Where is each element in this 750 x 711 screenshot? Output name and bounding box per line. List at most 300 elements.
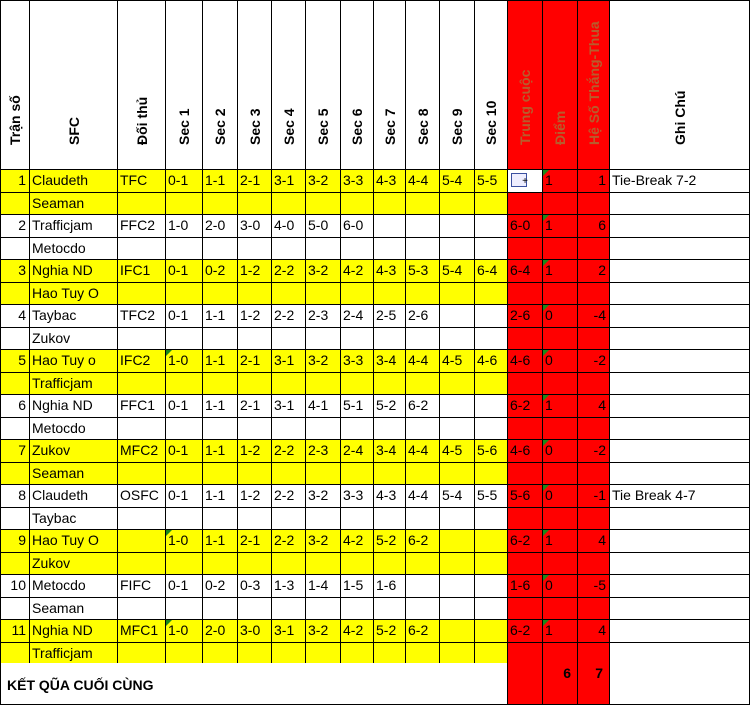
sec-10-score[interactable]: [475, 305, 508, 328]
sec-10-score[interactable]: [475, 575, 508, 598]
sec-5-score[interactable]: 2-3: [306, 440, 341, 463]
diff-cell[interactable]: 2: [578, 260, 610, 283]
sec-2-score[interactable]: 1-1: [203, 440, 238, 463]
sec-2-blank[interactable]: [203, 238, 238, 261]
sec-6-blank[interactable]: [341, 328, 374, 351]
sec-5-score[interactable]: 3-2: [306, 530, 341, 553]
player-2[interactable]: Seaman: [30, 598, 118, 621]
sec-1-score[interactable]: 0-1: [166, 170, 203, 193]
result-blank[interactable]: [508, 373, 543, 396]
player-2[interactable]: Trafficjam: [30, 643, 118, 666]
sec-10-score[interactable]: [475, 395, 508, 418]
sec-9-score[interactable]: [440, 395, 475, 418]
points-cell[interactable]: 0: [543, 350, 578, 373]
sec-6-score[interactable]: 2-4: [341, 440, 374, 463]
player-2[interactable]: Zukov: [30, 328, 118, 351]
result-cell[interactable]: 4-6: [508, 440, 543, 463]
sec-1-score[interactable]: 0-1: [166, 440, 203, 463]
points-blank[interactable]: [543, 328, 578, 351]
match-number-blank[interactable]: [0, 643, 30, 666]
points-blank[interactable]: [543, 643, 578, 666]
header-sec-5[interactable]: [306, 0, 341, 170]
sec-4-blank[interactable]: [272, 193, 306, 216]
sec-2-blank[interactable]: [203, 418, 238, 441]
sec-4-score[interactable]: 2-2: [272, 440, 306, 463]
sec-3-score[interactable]: 2-1: [238, 395, 272, 418]
points-cell[interactable]: 0: [543, 485, 578, 508]
sec-8-score[interactable]: 4-4: [406, 485, 440, 508]
sec-7-blank[interactable]: [374, 328, 406, 351]
sec-7-score[interactable]: 5-2: [374, 395, 406, 418]
sec-2-blank[interactable]: [203, 193, 238, 216]
sec-2-score[interactable]: 2-0: [203, 620, 238, 643]
sec-1-blank[interactable]: [166, 328, 203, 351]
header-sec-1[interactable]: [166, 0, 203, 170]
sec-4-blank[interactable]: [272, 238, 306, 261]
player-1[interactable]: Claudeth: [30, 170, 118, 193]
header-diem[interactable]: [543, 0, 578, 170]
sec-9-blank[interactable]: [440, 598, 475, 621]
sec-8-score[interactable]: 5-3: [406, 260, 440, 283]
sec-2-blank[interactable]: [203, 283, 238, 306]
sec-7-score[interactable]: 2-5: [374, 305, 406, 328]
sec-9-score[interactable]: 5-4: [440, 170, 475, 193]
sec-6-score[interactable]: 4-2: [341, 620, 374, 643]
sec-2-score[interactable]: 2-0: [203, 215, 238, 238]
sec-1-blank[interactable]: [166, 598, 203, 621]
sec-3-score[interactable]: 2-1: [238, 350, 272, 373]
sec-1-score[interactable]: 0-1: [166, 575, 203, 598]
match-number-blank[interactable]: [0, 418, 30, 441]
result-cell[interactable]: 6-2: [508, 530, 543, 553]
result-blank[interactable]: [508, 328, 543, 351]
sec-3-blank[interactable]: [238, 328, 272, 351]
sec-2-score[interactable]: 1-1: [203, 170, 238, 193]
header-sec-8[interactable]: [406, 0, 440, 170]
points-cell[interactable]: 1: [543, 260, 578, 283]
sec-10-blank[interactable]: [475, 598, 508, 621]
points-cell[interactable]: 0: [543, 305, 578, 328]
points-cell[interactable]: 1: [543, 215, 578, 238]
player-1[interactable]: Claudeth: [30, 485, 118, 508]
sec-8-score[interactable]: [406, 575, 440, 598]
sec-7-blank[interactable]: [374, 373, 406, 396]
points-cell[interactable]: 1: [543, 530, 578, 553]
sec-1-score[interactable]: 1-0: [166, 530, 203, 553]
sec-9-blank[interactable]: [440, 193, 475, 216]
sec-9-blank[interactable]: [440, 643, 475, 666]
sec-8-blank[interactable]: [406, 643, 440, 666]
sec-8-blank[interactable]: [406, 508, 440, 531]
diff-blank[interactable]: [578, 193, 610, 216]
sec-7-blank[interactable]: [374, 193, 406, 216]
sec-6-blank[interactable]: [341, 283, 374, 306]
sec-10-blank[interactable]: [475, 328, 508, 351]
sec-4-blank[interactable]: [272, 553, 306, 576]
result-blank[interactable]: [508, 283, 543, 306]
player-2[interactable]: Hao Tuy O: [30, 283, 118, 306]
match-number[interactable]: 3: [0, 260, 30, 283]
sec-8-score[interactable]: [406, 215, 440, 238]
match-number-blank[interactable]: [0, 238, 30, 261]
points-cell[interactable]: 1: [543, 395, 578, 418]
note-blank[interactable]: [610, 238, 750, 261]
sec-2-blank[interactable]: [203, 463, 238, 486]
sec-3-blank[interactable]: [238, 508, 272, 531]
match-number[interactable]: 2: [0, 215, 30, 238]
sec-4-blank[interactable]: [272, 418, 306, 441]
sec-4-score[interactable]: 3-1: [272, 620, 306, 643]
opponent-blank[interactable]: [118, 598, 166, 621]
sec-6-score[interactable]: 1-5: [341, 575, 374, 598]
points-blank[interactable]: [543, 418, 578, 441]
sec-1-score[interactable]: 0-1: [166, 485, 203, 508]
points-cell[interactable]: 1: [543, 620, 578, 643]
note-cell[interactable]: Tie-Break 7-2: [610, 170, 750, 193]
sec-4-score[interactable]: 2-2: [272, 530, 306, 553]
header-sec-10[interactable]: [475, 0, 508, 170]
total-diff[interactable]: 7: [578, 663, 610, 705]
opponent-blank[interactable]: [118, 373, 166, 396]
sec-1-blank[interactable]: [166, 283, 203, 306]
result-blank[interactable]: [508, 193, 543, 216]
sec-8-blank[interactable]: [406, 283, 440, 306]
sec-7-score[interactable]: [374, 215, 406, 238]
sec-8-blank[interactable]: [406, 193, 440, 216]
sec-5-score[interactable]: 2-3: [306, 305, 341, 328]
sec-3-blank[interactable]: [238, 373, 272, 396]
match-number[interactable]: 8: [0, 485, 30, 508]
opponent-blank[interactable]: [118, 553, 166, 576]
opponent[interactable]: OSFC: [118, 485, 166, 508]
sec-5-blank[interactable]: [306, 598, 341, 621]
sec-4-score[interactable]: 2-2: [272, 260, 306, 283]
player-2[interactable]: Metocdo: [30, 418, 118, 441]
sec-5-blank[interactable]: [306, 193, 341, 216]
sec-8-blank[interactable]: [406, 553, 440, 576]
note-blank[interactable]: [610, 193, 750, 216]
note-cell[interactable]: [610, 305, 750, 328]
note-blank[interactable]: [610, 373, 750, 396]
sec-2-score[interactable]: 0-2: [203, 575, 238, 598]
opponent-blank[interactable]: [118, 238, 166, 261]
sec-9-score[interactable]: [440, 575, 475, 598]
sec-3-score[interactable]: 1-2: [238, 485, 272, 508]
sec-10-score[interactable]: 5-5: [475, 485, 508, 508]
sec-9-score[interactable]: [440, 305, 475, 328]
sec-8-score[interactable]: 6-2: [406, 395, 440, 418]
sec-5-blank[interactable]: [306, 373, 341, 396]
note-cell[interactable]: Tie Break 4-7: [610, 485, 750, 508]
opponent[interactable]: IFC1: [118, 260, 166, 283]
player-1[interactable]: Nghia ND: [30, 620, 118, 643]
player-1[interactable]: Taybac: [30, 305, 118, 328]
note-cell[interactable]: [610, 350, 750, 373]
header-sec-2[interactable]: [203, 0, 238, 170]
sec-9-blank[interactable]: [440, 328, 475, 351]
sec-1-score[interactable]: 0-1: [166, 305, 203, 328]
result-blank[interactable]: [508, 508, 543, 531]
sec-10-blank[interactable]: [475, 508, 508, 531]
sec-6-blank[interactable]: [341, 238, 374, 261]
sec-6-score[interactable]: 6-0: [341, 215, 374, 238]
match-number-blank[interactable]: [0, 283, 30, 306]
sec-4-score[interactable]: 4-0: [272, 215, 306, 238]
header-ghi-chu[interactable]: [610, 0, 750, 170]
sec-10-blank[interactable]: [475, 238, 508, 261]
sec-10-blank[interactable]: [475, 553, 508, 576]
match-number-blank[interactable]: [0, 328, 30, 351]
sec-8-blank[interactable]: [406, 328, 440, 351]
sec-7-blank[interactable]: [374, 418, 406, 441]
result-cell[interactable]: 6-0: [508, 215, 543, 238]
sec-8-score[interactable]: 4-4: [406, 170, 440, 193]
sec-4-blank[interactable]: [272, 643, 306, 666]
sec-6-blank[interactable]: [341, 553, 374, 576]
note-blank[interactable]: [610, 283, 750, 306]
player-2[interactable]: Taybac: [30, 508, 118, 531]
opponent-blank[interactable]: [118, 643, 166, 666]
sec-8-score[interactable]: 6-2: [406, 620, 440, 643]
sec-3-blank[interactable]: [238, 418, 272, 441]
sec-8-blank[interactable]: [406, 463, 440, 486]
opponent-blank[interactable]: [118, 508, 166, 531]
match-number-blank[interactable]: [0, 193, 30, 216]
diff-cell[interactable]: 4: [578, 620, 610, 643]
sec-4-blank[interactable]: [272, 328, 306, 351]
opponent-blank[interactable]: [118, 418, 166, 441]
sec-4-score[interactable]: 3-1: [272, 170, 306, 193]
sec-9-blank[interactable]: [440, 553, 475, 576]
opponent-blank[interactable]: [118, 328, 166, 351]
player-1[interactable]: Hao Tuy o: [30, 350, 118, 373]
diff-blank[interactable]: [578, 238, 610, 261]
sec-2-score[interactable]: 1-1: [203, 305, 238, 328]
sec-2-blank[interactable]: [203, 508, 238, 531]
sec-6-blank[interactable]: [341, 373, 374, 396]
sec-5-score[interactable]: 1-4: [306, 575, 341, 598]
sec-2-blank[interactable]: [203, 373, 238, 396]
result-blank[interactable]: [508, 643, 543, 666]
match-number[interactable]: 11: [0, 620, 30, 643]
sec-9-score[interactable]: [440, 215, 475, 238]
sec-10-blank[interactable]: [475, 193, 508, 216]
points-blank[interactable]: [543, 238, 578, 261]
opponent[interactable]: TFC2: [118, 305, 166, 328]
opponent[interactable]: IFC2: [118, 350, 166, 373]
sec-2-blank[interactable]: [203, 643, 238, 666]
header-sec-3[interactable]: [238, 0, 272, 170]
sec-7-blank[interactable]: [374, 643, 406, 666]
sec-1-blank[interactable]: [166, 553, 203, 576]
points-cell[interactable]: 0: [543, 575, 578, 598]
result-blank[interactable]: [508, 463, 543, 486]
player-1[interactable]: Trafficjam: [30, 215, 118, 238]
sec-9-blank[interactable]: [440, 238, 475, 261]
sec-6-score[interactable]: 5-1: [341, 395, 374, 418]
sec-9-blank[interactable]: [440, 418, 475, 441]
sec-9-blank[interactable]: [440, 508, 475, 531]
points-cell[interactable]: 0: [543, 440, 578, 463]
sec-1-blank[interactable]: [166, 238, 203, 261]
result-blank[interactable]: [508, 598, 543, 621]
points-blank[interactable]: [543, 193, 578, 216]
sec-2-blank[interactable]: [203, 328, 238, 351]
sec-10-blank[interactable]: [475, 643, 508, 666]
sec-5-blank[interactable]: [306, 283, 341, 306]
sec-10-score[interactable]: [475, 620, 508, 643]
match-number[interactable]: 4: [0, 305, 30, 328]
sec-3-score[interactable]: 3-0: [238, 620, 272, 643]
diff-cell[interactable]: -1: [578, 485, 610, 508]
sec-6-score[interactable]: 3-3: [341, 170, 374, 193]
sec-6-score[interactable]: 2-4: [341, 305, 374, 328]
points-blank[interactable]: [543, 373, 578, 396]
header-sec-6[interactable]: [341, 0, 374, 170]
sec-6-blank[interactable]: [341, 643, 374, 666]
sec-3-blank[interactable]: [238, 643, 272, 666]
result-blank[interactable]: [508, 418, 543, 441]
player-2[interactable]: Zukov: [30, 553, 118, 576]
sec-3-blank[interactable]: [238, 193, 272, 216]
match-number[interactable]: 5: [0, 350, 30, 373]
diff-cell[interactable]: -5: [578, 575, 610, 598]
diff-blank[interactable]: [578, 373, 610, 396]
match-number[interactable]: 6: [0, 395, 30, 418]
sec-8-blank[interactable]: [406, 418, 440, 441]
result-cell[interactable]: 6-2: [508, 620, 543, 643]
sec-4-blank[interactable]: [272, 463, 306, 486]
diff-blank[interactable]: [578, 418, 610, 441]
opponent[interactable]: FFC2: [118, 215, 166, 238]
points-cell[interactable]: 1: [543, 170, 578, 193]
sec-3-score[interactable]: 3-0: [238, 215, 272, 238]
opponent[interactable]: FIFC: [118, 575, 166, 598]
sec-7-score[interactable]: 4-3: [374, 170, 406, 193]
result-cell[interactable]: 4-6: [508, 350, 543, 373]
sec-5-score[interactable]: 3-2: [306, 485, 341, 508]
sec-3-score[interactable]: 1-2: [238, 260, 272, 283]
points-blank[interactable]: [543, 598, 578, 621]
sec-8-score[interactable]: 6-2: [406, 530, 440, 553]
sec-7-blank[interactable]: [374, 238, 406, 261]
sec-5-blank[interactable]: [306, 463, 341, 486]
sec-4-score[interactable]: 3-1: [272, 395, 306, 418]
opponent[interactable]: [118, 530, 166, 553]
diff-cell[interactable]: -2: [578, 440, 610, 463]
sec-7-score[interactable]: 1-6: [374, 575, 406, 598]
match-number[interactable]: 10: [0, 575, 30, 598]
result-blank[interactable]: [508, 553, 543, 576]
sec-2-blank[interactable]: [203, 553, 238, 576]
sec-10-score[interactable]: 6-4: [475, 260, 508, 283]
total-points[interactable]: 6: [543, 663, 578, 705]
sec-1-score[interactable]: 0-1: [166, 395, 203, 418]
sec-2-score[interactable]: 1-1: [203, 350, 238, 373]
sec-2-blank[interactable]: [203, 598, 238, 621]
sec-6-score[interactable]: 4-2: [341, 260, 374, 283]
sec-5-blank[interactable]: [306, 418, 341, 441]
sec-4-blank[interactable]: [272, 373, 306, 396]
header-sec-7[interactable]: [374, 0, 406, 170]
sec-10-score[interactable]: 5-5: [475, 170, 508, 193]
sec-5-score[interactable]: 3-2: [306, 350, 341, 373]
sec-1-score[interactable]: 1-0: [166, 620, 203, 643]
sec-5-score[interactable]: 5-0: [306, 215, 341, 238]
sec-7-score[interactable]: 3-4: [374, 440, 406, 463]
sec-3-score[interactable]: 2-1: [238, 530, 272, 553]
sec-6-score[interactable]: 3-3: [341, 350, 374, 373]
sec-6-blank[interactable]: [341, 418, 374, 441]
diff-blank[interactable]: [578, 283, 610, 306]
sec-10-score[interactable]: 4-6: [475, 350, 508, 373]
sec-6-blank[interactable]: [341, 193, 374, 216]
match-number[interactable]: 7: [0, 440, 30, 463]
opponent[interactable]: TFC: [118, 170, 166, 193]
sec-1-blank[interactable]: [166, 463, 203, 486]
result-cell[interactable]: 5-6: [508, 485, 543, 508]
sec-9-blank[interactable]: [440, 463, 475, 486]
header-sfc[interactable]: [30, 0, 118, 170]
sec-10-score[interactable]: 5-6: [475, 440, 508, 463]
opponent[interactable]: MFC1: [118, 620, 166, 643]
points-blank[interactable]: [543, 508, 578, 531]
sec-4-score[interactable]: 2-2: [272, 485, 306, 508]
opponent-blank[interactable]: [118, 283, 166, 306]
sec-1-blank[interactable]: [166, 373, 203, 396]
sec-6-blank[interactable]: [341, 463, 374, 486]
diff-cell[interactable]: -2: [578, 350, 610, 373]
sec-4-blank[interactable]: [272, 508, 306, 531]
match-number-blank[interactable]: [0, 598, 30, 621]
points-blank[interactable]: [543, 553, 578, 576]
opponent-blank[interactable]: [118, 463, 166, 486]
sec-3-blank[interactable]: [238, 283, 272, 306]
note-blank[interactable]: [610, 328, 750, 351]
sec-5-score[interactable]: 3-2: [306, 170, 341, 193]
sec-5-blank[interactable]: [306, 553, 341, 576]
player-1[interactable]: Nghia ND: [30, 395, 118, 418]
match-number-blank[interactable]: [0, 553, 30, 576]
sec-2-score[interactable]: 0-2: [203, 260, 238, 283]
sec-1-score[interactable]: 1-0: [166, 350, 203, 373]
sec-10-blank[interactable]: [475, 373, 508, 396]
player-2[interactable]: Seaman: [30, 463, 118, 486]
sec-2-score[interactable]: 1-1: [203, 395, 238, 418]
sec-4-score[interactable]: 1-3: [272, 575, 306, 598]
diff-cell[interactable]: 6: [578, 215, 610, 238]
sec-7-blank[interactable]: [374, 463, 406, 486]
header-trung-cuoc[interactable]: [508, 0, 543, 170]
sec-4-score[interactable]: 3-1: [272, 350, 306, 373]
result-cell[interactable]: 1-6: [508, 575, 543, 598]
header-doi-thu[interactable]: [118, 0, 166, 170]
sec-8-score[interactable]: 4-4: [406, 350, 440, 373]
sec-1-blank[interactable]: [166, 643, 203, 666]
note-blank[interactable]: [610, 643, 750, 666]
sec-7-blank[interactable]: [374, 553, 406, 576]
sec-8-score[interactable]: 4-4: [406, 440, 440, 463]
sec-10-score[interactable]: [475, 215, 508, 238]
final-result-blank[interactable]: [508, 663, 543, 705]
sec-5-blank[interactable]: [306, 328, 341, 351]
player-2[interactable]: Seaman: [30, 193, 118, 216]
player-1[interactable]: Metocdo: [30, 575, 118, 598]
diff-blank[interactable]: [578, 598, 610, 621]
note-blank[interactable]: [610, 463, 750, 486]
sec-1-score[interactable]: 1-0: [166, 215, 203, 238]
sec-3-blank[interactable]: [238, 598, 272, 621]
